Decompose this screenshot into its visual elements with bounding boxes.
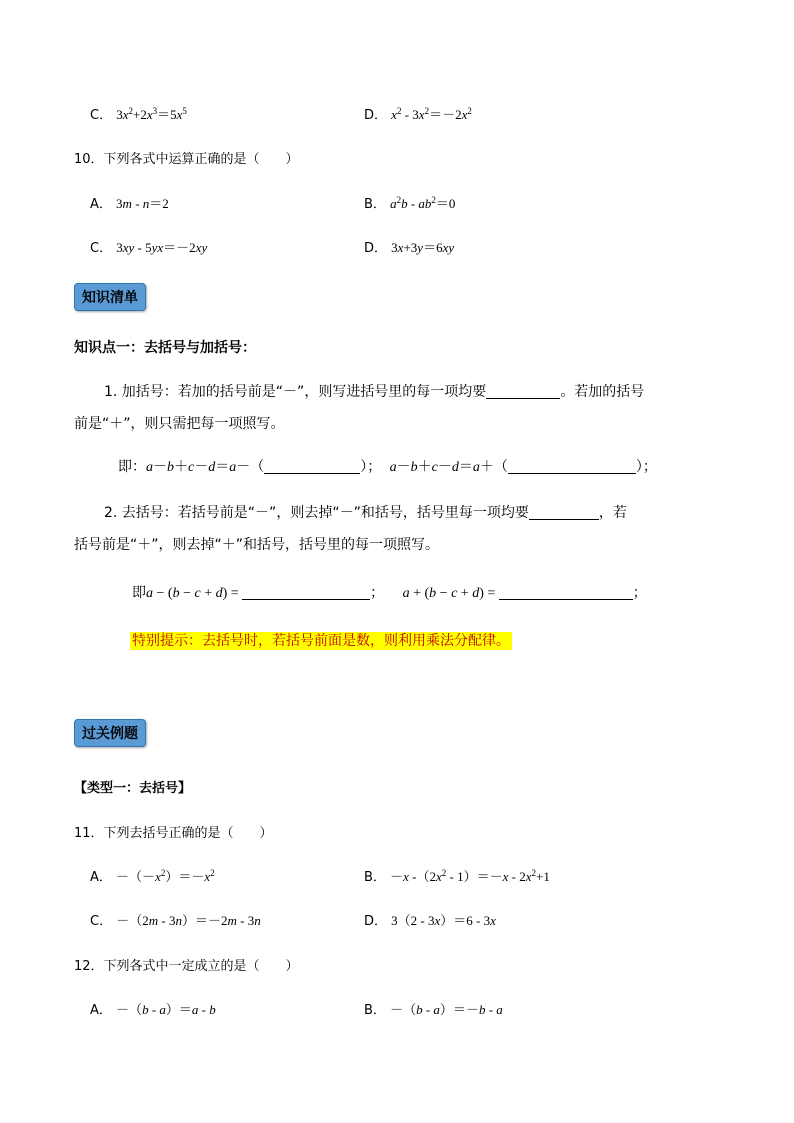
q11-stem: 11．下列去括号正确的是（ ） bbox=[74, 826, 273, 841]
special-tip: 特别提示：去括号时，若括号前面是数，则利用乘法分配律。 bbox=[132, 633, 510, 649]
item2-formula: 即a − (b − c + d) = ； a + (b − c + d) = ； bbox=[132, 585, 647, 601]
q10-option-d: D． 3x+3y＝6xy bbox=[364, 240, 455, 256]
answer-blank bbox=[242, 585, 370, 600]
section-badge-knowledge: 知识清单 bbox=[74, 283, 146, 311]
q11-option-c: C． －（2m - 3n）＝－2m - 3n bbox=[90, 913, 261, 929]
q9-option-c-expr: $3x^2+2x^3=5x^5$ bbox=[116, 106, 187, 122]
item2-line1: 2. 去括号：若括号前是“－”，则去掉“－”和括号，括号里每一项均要 ，若 bbox=[104, 505, 627, 521]
item2-line2: 括号前是“＋”，则去掉“＋”和括号，括号里的每一项照写。 bbox=[74, 537, 440, 553]
answer-blank bbox=[264, 459, 360, 474]
q12-stem: 12．下列各式中一定成立的是（ ） bbox=[74, 959, 299, 974]
type1-heading: 【类型一：去括号】 bbox=[74, 781, 192, 796]
answer-blank bbox=[486, 384, 560, 399]
item1-formula: 即：a－b＋c－d＝a－（ ）； a－b＋c－d＝a＋（ ）； bbox=[118, 459, 657, 475]
item1-line1: 1. 加括号：若加的括号前是“－”，则写进括号里的每一项均要 。若加的括号 bbox=[104, 384, 645, 400]
q11-option-d: D． 3（2 - 3x）＝6 - 3x bbox=[364, 913, 496, 929]
answer-blank bbox=[529, 505, 599, 520]
q11-option-b: B． －x $-(2x^2 - 1)=-x - 2x^2+1$ bbox=[364, 868, 550, 885]
q12-option-a: A． －（b - a）＝a - b bbox=[90, 1002, 216, 1018]
q9-option-d-expr: $x^2 - 3x^2=-2x^2$ bbox=[391, 106, 472, 122]
q10-stem: 10．下列各式中运算正确的是（ ） bbox=[74, 152, 299, 167]
answer-blank bbox=[508, 459, 636, 474]
q10-option-b: B． $a^2b - ab^2=0$ bbox=[364, 195, 456, 212]
q10-option-c: C． 3xy - 5yx＝－2xy bbox=[90, 240, 208, 256]
q10-option-a: A． 3m - n＝2 bbox=[90, 196, 169, 212]
answer-blank bbox=[499, 585, 633, 600]
q12-option-b: B． －（b - a）＝－b - a bbox=[364, 1002, 503, 1018]
item1-line2: 前是“＋”，则只需把每一项照写。 bbox=[74, 416, 285, 432]
knowledge-point-title: 知识点一：去括号与加括号： bbox=[74, 340, 256, 356]
q9-option-c: C． $3x^2+2x^3=5x^5$ bbox=[90, 106, 187, 123]
section-badge-examples: 过关例题 bbox=[74, 719, 146, 747]
q9-option-d: D． $x^2 - 3x^2=-2x^2$ bbox=[364, 106, 472, 123]
q11-option-a: A． $-(-x^2)=-x^2$ bbox=[90, 868, 215, 885]
